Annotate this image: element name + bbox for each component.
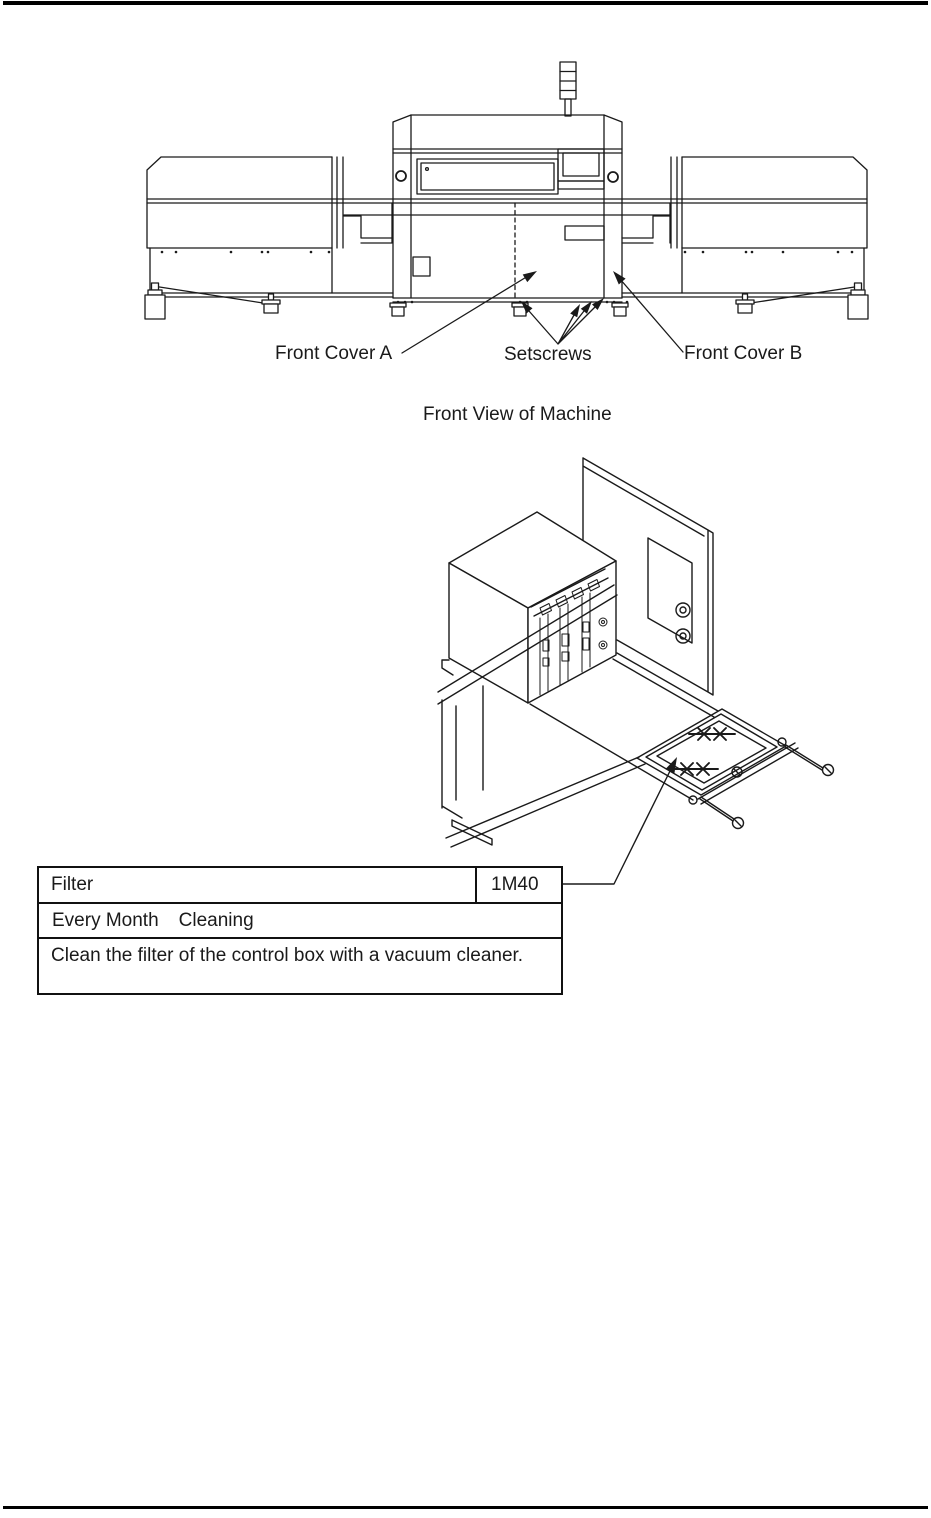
item-cell: Filter [51, 874, 94, 895]
screw-dots [161, 251, 854, 304]
table-row-interval [39, 904, 561, 939]
front-view-art [145, 62, 868, 353]
machine-center [393, 115, 622, 302]
label-front-cover-b: Front Cover B [684, 343, 803, 364]
label-front-cover-a: Front Cover A [275, 343, 393, 364]
iso-art [438, 458, 834, 884]
table-row-instruction: Clean the filter of the control box with a vacuum cleaner. [51, 945, 524, 966]
label-setscrews: Setscrews [504, 344, 592, 365]
filter-mesh-symbol [672, 728, 735, 775]
signal-tower-icon [560, 62, 576, 116]
conveyor-band [147, 199, 867, 215]
front-view-caption: Front View of Machine [423, 404, 612, 425]
bottom-rule [3, 1506, 928, 1509]
maintenance-table [37, 866, 563, 995]
task-text: Cleaning [178, 909, 254, 931]
table-row-item [39, 868, 561, 904]
base-skirt [150, 248, 864, 303]
code-cell: 1M40 [475, 868, 561, 902]
interval-text: Every Month [52, 909, 159, 931]
leader-line [563, 757, 677, 884]
callout-arrows [402, 271, 683, 353]
